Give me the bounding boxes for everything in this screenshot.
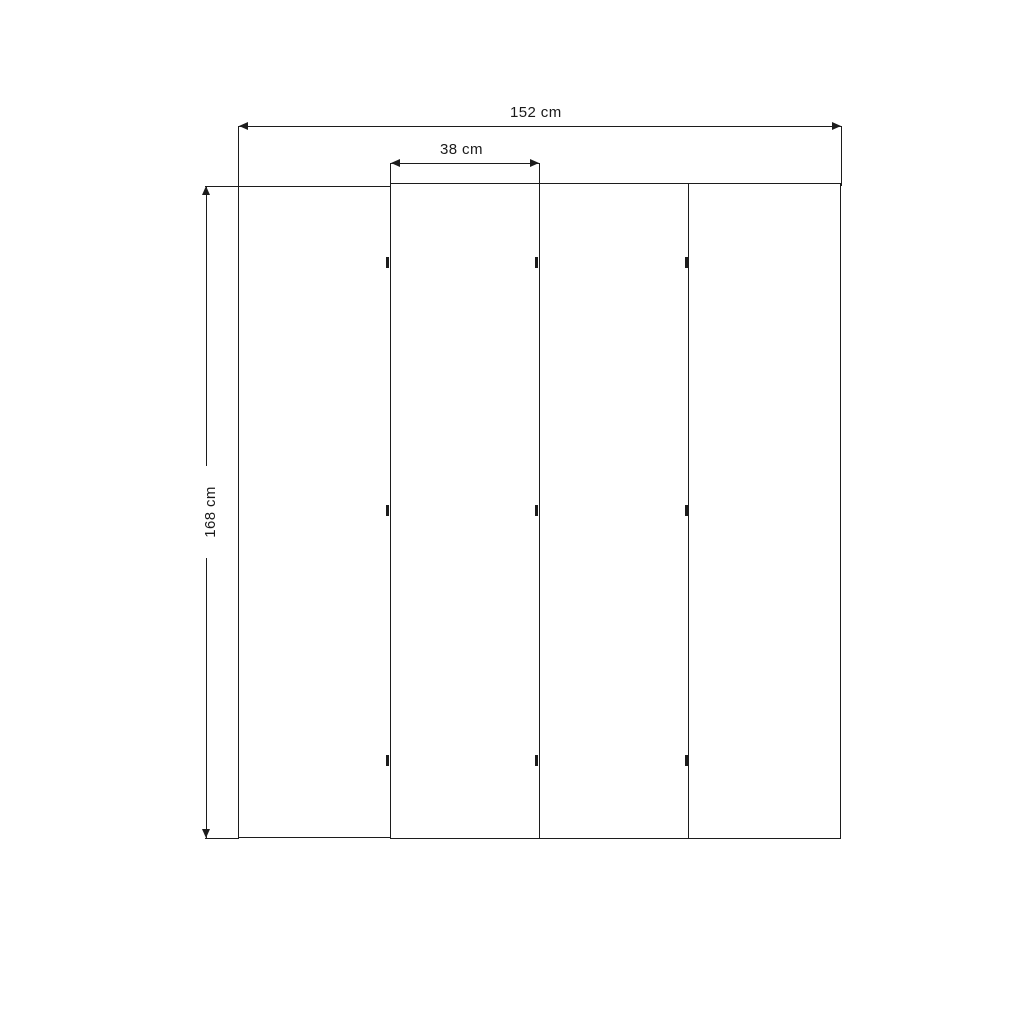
height-arrow-top-icon: [202, 186, 210, 195]
height-extension-bottom: [205, 838, 239, 839]
overall-width-extension-left: [238, 126, 239, 186]
height-extension-top: [205, 186, 239, 187]
overall-width-label: 152 cm: [504, 104, 568, 122]
panel-width-label: 38 cm: [434, 141, 489, 159]
hinge-seam2-bottom: [535, 755, 538, 766]
panel-1: [238, 186, 391, 838]
panel-width-arrow-right-icon: [530, 159, 539, 167]
overall-width-arrow-right-icon: [832, 122, 841, 130]
hinge-seam3-top: [685, 257, 688, 268]
hinge-seam1-middle: [386, 505, 389, 516]
panel-3: [539, 183, 689, 839]
panel-2: [390, 183, 540, 839]
height-arrow-bottom-icon: [202, 829, 210, 838]
hinge-seam2-top: [535, 257, 538, 268]
hinge-seam2-middle: [535, 505, 538, 516]
panel-width-dimension-line: [391, 163, 539, 164]
hinge-seam1-top: [386, 257, 389, 268]
overall-width-dimension-line: [239, 126, 841, 127]
overall-width-extension-right: [841, 126, 842, 186]
hinge-seam1-bottom: [386, 755, 389, 766]
height-label: 168 cm: [202, 466, 220, 558]
panel-4: [688, 183, 841, 839]
hinge-seam3-middle: [685, 505, 688, 516]
panel-width-arrow-left-icon: [391, 159, 400, 167]
overall-width-arrow-left-icon: [239, 122, 248, 130]
hinge-seam3-bottom: [685, 755, 688, 766]
